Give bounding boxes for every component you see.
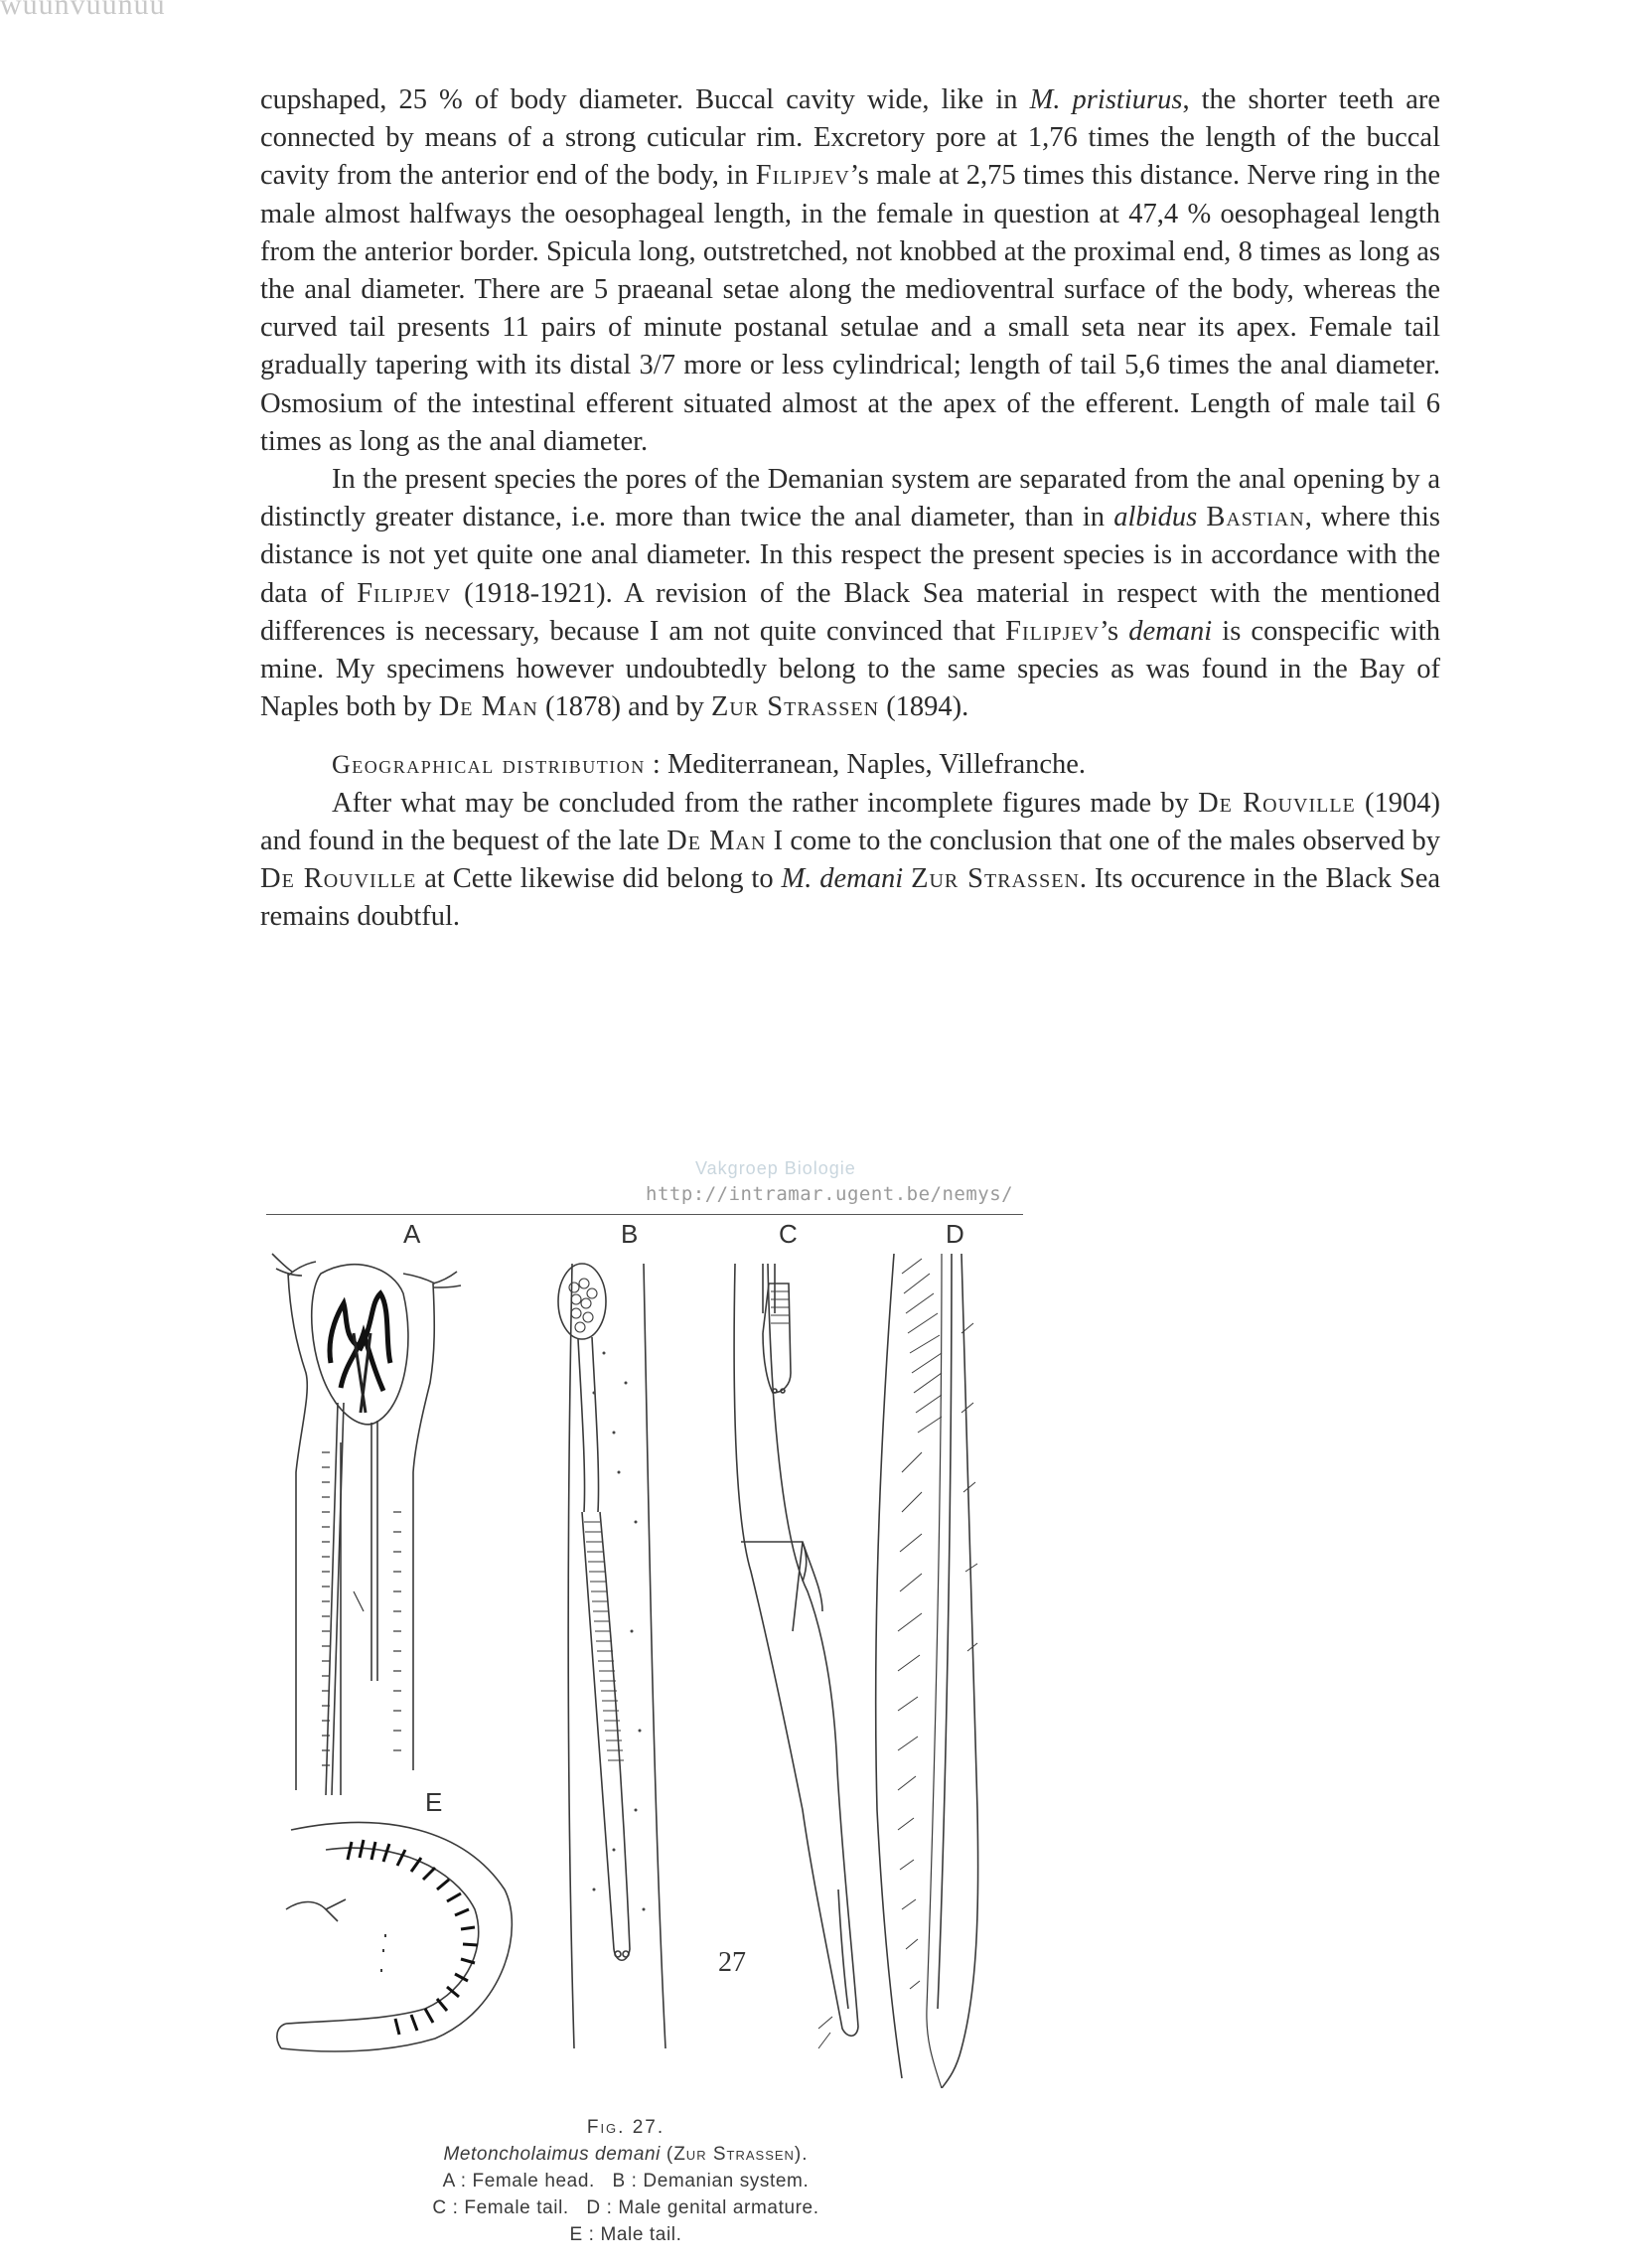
author-name: Filipjev bbox=[357, 577, 452, 609]
text-run: cupshaped, 25 % of body diameter. Buccal cavity wide, like in bbox=[260, 84, 1030, 115]
species-name: M. demani bbox=[781, 863, 904, 895]
text-run: (1918-1921). A revision of the Black Sea material in respect with the mentioned differences is necessary, because I am not quite convinced that bbox=[260, 577, 1440, 647]
figure-label-a: A bbox=[403, 1219, 421, 1249]
drawing-demanian-system bbox=[558, 1264, 665, 2048]
text-run: (1904) and found in the bequest of the late bbox=[260, 787, 1440, 856]
text-run: . Its occurence in the Black Sea remains doubtful. bbox=[260, 863, 1441, 933]
figure-label-c: C bbox=[779, 1219, 798, 1249]
text-run: , the shorter teeth are connected by means of a strong cuticular rim. Excretory pore at 1,76 times the length of the buccal cavity from the anterior end of the body, in bbox=[260, 84, 1440, 192]
paragraph-2 bbox=[260, 461, 1440, 726]
species-name: demani bbox=[1128, 615, 1213, 647]
caption-author: (Zur Strassen). bbox=[665, 2144, 809, 2165]
figure-number: 27 bbox=[718, 1947, 746, 1978]
caption-line-4: C : Female tail. D : Male genital armature. bbox=[432, 2197, 819, 2218]
text-run: is conspecific with mine. My specimens however undoubtedly belong to the same species as was found in the Bay of Naples both by bbox=[260, 615, 1440, 723]
drawing-female-tail bbox=[734, 1264, 858, 2048]
watermark-url[interactable]: http://intramar.ugent.be/nemys/ bbox=[646, 1183, 1014, 1205]
scan-header-residue: wuunvuunuu bbox=[0, 0, 166, 21]
author-name: Bastian bbox=[1206, 502, 1305, 533]
text-run: ’s male at 2,75 times this distance. Nerve ring in the male almost halfways the oesophageal length, in the female in question at 47,4 % oesophageal length from the anterior border. Spicula long, outstretched, not knobbed at the proximal end, 8 times as long as the anal diameter. There are 5 praeanal setae along the medioventral surface of the body, whereas the curved tail presents 11 pairs of minute postanal setulae and a small seta near its apex. Female tail gradually tapering with its distal 3/7 more or less cylindrical; length of tail 5,6 times the anal diameter. Osmosium of the intestinal efferent situated almost at the apex of the efferent. Length of male tail 6 times as long as the anal diameter. bbox=[260, 160, 1441, 457]
text-run: at Cette likewise did belong to bbox=[416, 863, 782, 895]
caption-line-5: E : Male tail. bbox=[569, 2224, 682, 2245]
text-run: (1878) and by bbox=[537, 691, 711, 723]
paragraph-4 bbox=[260, 785, 1440, 937]
figure-label-d: D bbox=[946, 1219, 964, 1249]
author-name: Zur Strassen bbox=[710, 691, 880, 723]
paragraph-geographical-distribution bbox=[260, 746, 1440, 784]
figure-label-e: E bbox=[425, 1787, 443, 1817]
author-name: De Man bbox=[438, 691, 538, 723]
text-run: (1894). bbox=[879, 691, 969, 723]
text-run: ’s bbox=[1100, 615, 1129, 647]
section-heading: Geographical distribution bbox=[332, 750, 646, 780]
caption-title: Fig. 27. bbox=[586, 2117, 665, 2138]
watermark-logo: Vakgroep Biologie bbox=[695, 1158, 856, 1178]
text-run: I come to the conclusion that one of the males observed by bbox=[766, 825, 1440, 856]
author-name: De Rouville bbox=[260, 863, 417, 895]
figure-label-b: B bbox=[621, 1219, 639, 1249]
figure-drawings bbox=[266, 1214, 1023, 2088]
text-run: : Mediterranean, Naples, Villefranche. bbox=[645, 749, 1087, 781]
species-name: albidus bbox=[1113, 502, 1198, 533]
text-run: , where this distance is not yet quite one anal diameter. In this respect the present species is in accordance with the data of bbox=[260, 502, 1440, 609]
figure-27 bbox=[266, 1214, 1023, 2088]
caption-species-line bbox=[328, 2141, 924, 2168]
author-name: Zur Strassen bbox=[911, 863, 1080, 895]
drawing-male-genital-armature bbox=[876, 1254, 978, 2088]
drawing-male-tail bbox=[277, 1823, 512, 2051]
caption-line-3: A : Female head. B : Demanian system. bbox=[442, 2171, 810, 2192]
text-run: In the present species the pores of the Demanian system are separated from the anal opening by a distinctly greater distance, i.e. more than twice the anal diameter, than in bbox=[260, 464, 1440, 533]
drawing-female-head bbox=[272, 1254, 461, 1795]
species-name: M. pristiurus bbox=[1029, 84, 1183, 115]
paragraph-1 bbox=[260, 81, 1440, 461]
author-name: De Rouville bbox=[1198, 787, 1356, 819]
caption-species: Metoncholaimus demani bbox=[443, 2144, 661, 2165]
author-name: De Man bbox=[666, 825, 767, 856]
text-run: After what may be concluded from the rather incomplete figures made by bbox=[332, 787, 1199, 819]
author-name: Filipjev bbox=[755, 160, 850, 192]
body-text bbox=[260, 81, 1440, 936]
author-name: Filipjev bbox=[1005, 615, 1101, 647]
figure-caption bbox=[328, 2114, 924, 2248]
